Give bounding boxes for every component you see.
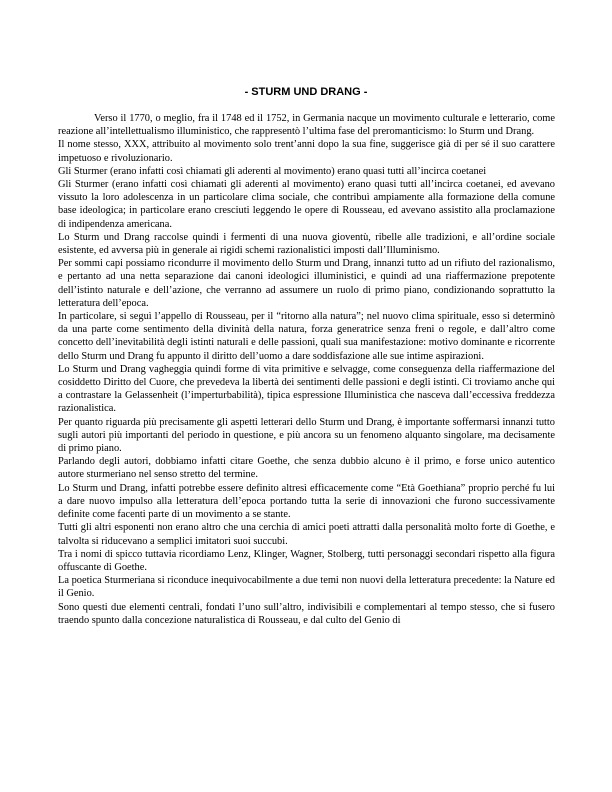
paragraph: In particolare, si seguì l’appello di Rousseau, per il “ritorno alla natura”; nel nuovo clima spirituale, esso si determinò da una parte come sentimento della divinità della natura, forza generatrice senza freni o regole, e dall’altro come concetto dell’inevitabilità degli istinti naturali e delle passioni, quali sua manifestazione: motivo dominante e ricorrente dello Sturm und Drang fu appunto il diritto dell’uomo a dare soddisfazione alle sue intime aspirazioni.: [58, 311, 555, 362]
paragraph: Verso il 1770, o meglio, fra il 1748 ed il 1752, in Germania nacque un movimento culturale e letterario, come reazione all’intellettualismo illuministico, che rappresentò l’ultima fase del preromanticismo: lo Sturm und Drang.: [58, 113, 555, 138]
document-title: - STURM UND DRANG -: [244, 86, 368, 98]
paragraph: Il nome stesso, XXX, attribuito al movimento solo trent’anni dopo la sua fine, suggerisce già di per sé il suo carattere impetuoso e rivoluzionario.: [58, 139, 555, 164]
paragraph: Gli Sturmer (erano infatti così chiamati gli aderenti al movimento) erano quasi tutti all’incirca coetanei: [58, 165, 487, 177]
paragraph: Parlando degli autori, dobbiamo infatti citare Goethe, che senza dubbio alcuno è il primo, e forse unico autentico autore sturmeriano nel senso stretto del termine.: [58, 456, 555, 481]
paragraph: Sono questi due elementi centrali, fondati l’uno sull’altro, indivisibili e complementari al tempo stesso, che si fusero traendo spunto dalla concezione naturalistica di Rousseau, e dal culto del Genio di: [58, 601, 555, 626]
document-body: [58, 112, 555, 627]
paragraph: Lo Sturm und Drang vagheggia quindi forme di vita primitive e selvagge, come conseguenza della riaffermazione del cosiddetto Diritto del Cuore, che prevedeva la libertà dei sentimenti delle passioni e degli istinti. Ci troviamo anche qui a contrastare la Gelassenheit (l’imperturbabilità), tipica espressione Illuministica che nasceva dall’eccessiva freddezza razionalistica.: [58, 363, 555, 415]
paragraph: Gli Sturmer (erano infatti così chiamati gli aderenti al movimento) erano quasi tutti all’incirca coetanei, ed avevano vissuto la loro adolescenza in un particolare clima sociale, che contribuì ampiamente alla formazione della comune base ideologica; in particolare erano cresciuti leggendo le opere di Rousseau, ed avevano assistito alla proclamazione di indipendenza americana.: [58, 179, 555, 230]
paragraph: Tutti gli altri esponenti non erano altro che una cerchia di amici poeti attratti dalla personalità molto forte di Goethe, e talvolta si riducevano a semplici imitatori suoi succubi.: [58, 522, 555, 547]
paragraph: La poetica Sturmeriana si riconduce inequivocabilmente a due temi non nuovi della letteratura precedente: la Nature ed il Genio.: [58, 575, 555, 600]
paragraph: Lo Sturm und Drang raccolse quindi i fermenti di una nuova gioventù, ribelle alle tradizioni, e all’ordine sociale esistente, ed avversa più in generale ai rigidi schemi razionalistici imposti dall’Illuminismo.: [58, 231, 555, 257]
paragraph: Tra i nomi di spicco tuttavia ricordiamo Lenz, Klinger, Wagner, Stolberg, tutti personaggi secondari rispetto alla figura offuscante di Goethe.: [58, 548, 555, 573]
paragraph: Lo Sturm und Drang, infatti potrebbe essere definito altresì efficacemente come “Età Goethiana” proprio perché fu lui a dare nuovo impulso alla letteratura dell’epoca portando tutta la serie di innovazioni che furono successivamente definite come facenti parte di un movimento a se stante.: [58, 482, 555, 521]
paragraph: Per quanto riguarda più precisamente gli aspetti letterari dello Sturm und Drang, è importante soffermarsi innanzi tutto sugli autori più importanti del periodo in questione, e più ancora su un fenomeno alquanto singolare, ma decisamente di primo piano.: [58, 416, 555, 455]
paragraph: Per sommi capi possiamo ricondurre il movimento dello Sturm und Drang, innanzi tutto ad un rifiuto del razionalismo, e pertanto ad una netta separazione dai canoni ideologici illuministici, e quindi ad una riaffermazione prepotente dell’istinto naturale e dell’azione, che verranno ad assumere un ruolo di primo piano, condizionando soprattutto la letteratura dell’epoca.: [58, 258, 555, 309]
